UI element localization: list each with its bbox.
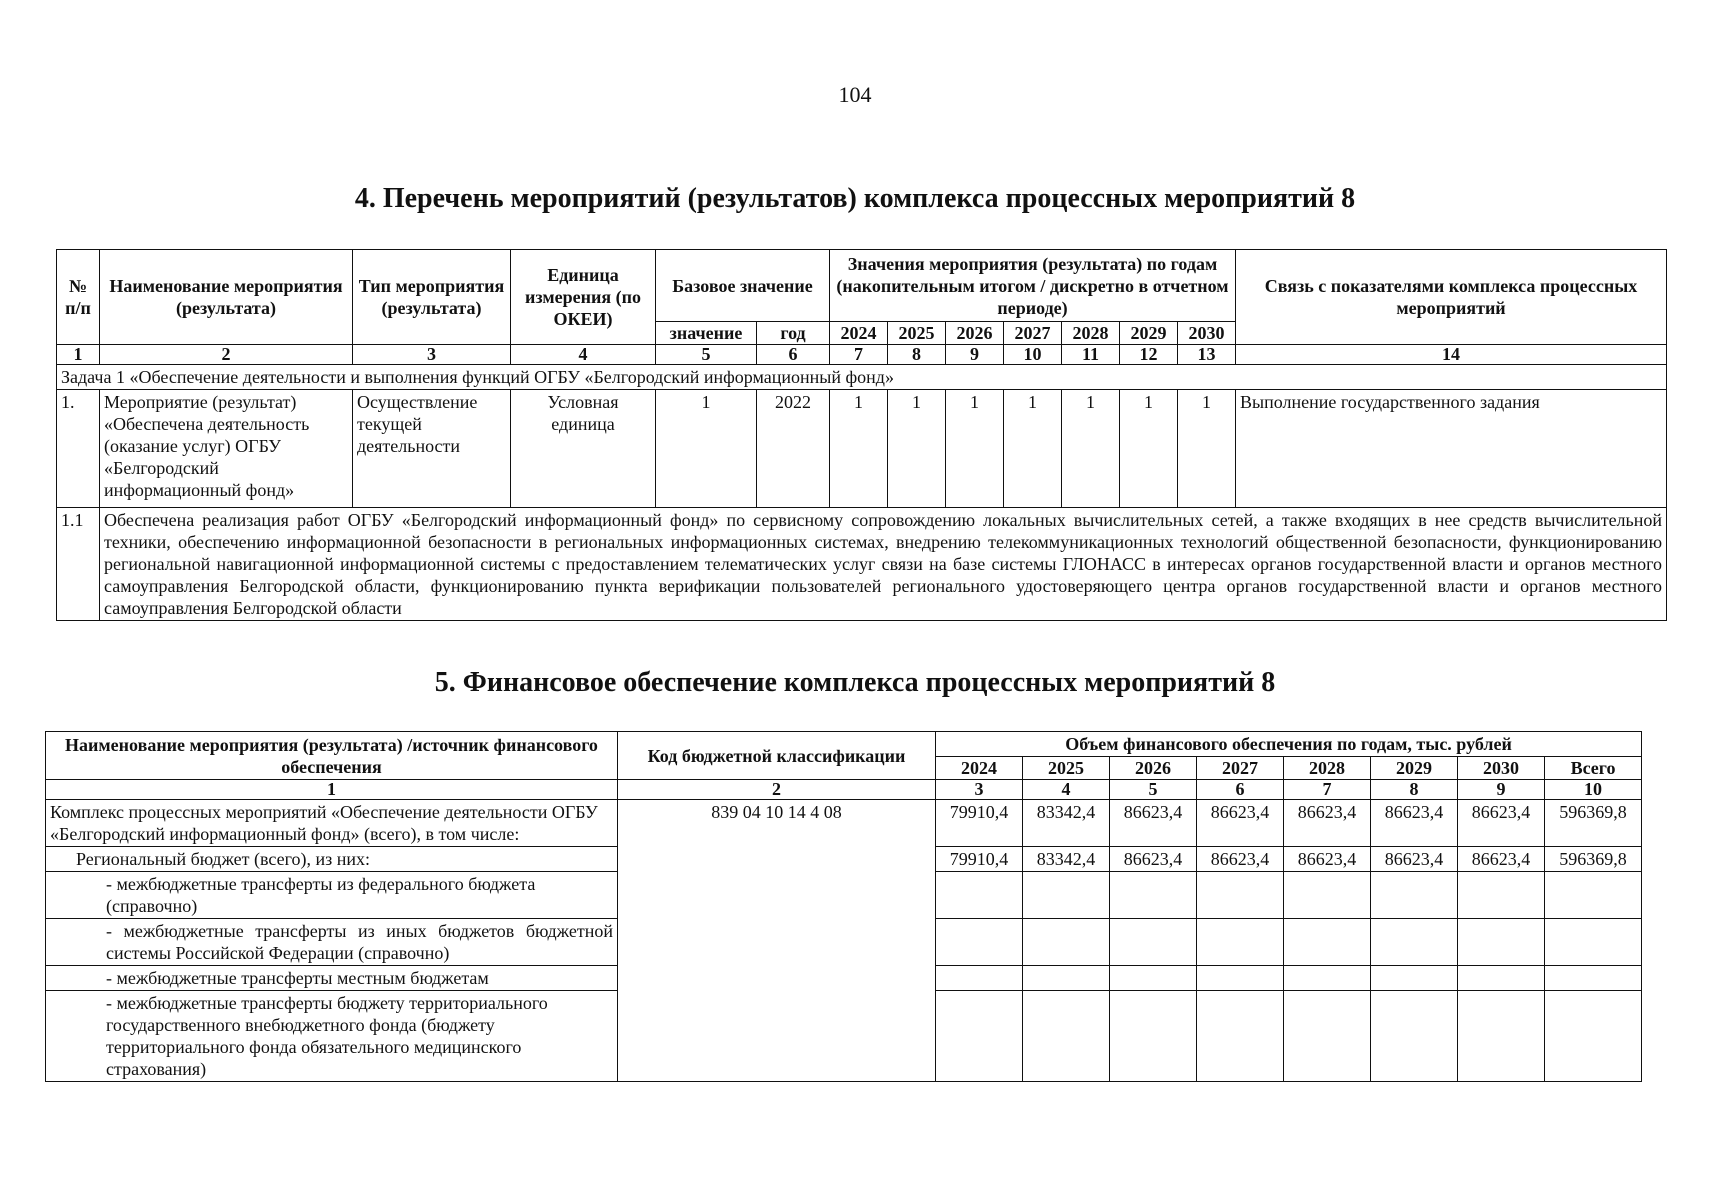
task-row xyxy=(57,365,1667,390)
amount: 86623,4 xyxy=(1110,800,1197,847)
column-number: 2 xyxy=(100,345,353,365)
section4-title: 4. Перечень мероприятий (результатов) комплекса процессных мероприятий 8 xyxy=(354,183,1356,214)
column-numbers-row xyxy=(57,345,1667,365)
sub-activity-text: Обеспечена реализация работ ОГБУ «Белгородский информационный фонд» по сервисному сопровождению локальных вычислительных сетей, а также входящих в нее средств вычислительной техники, обеспечению информационной безопасности в региональных информационных системах, внедрению телекоммуникационных технологий общественной безопасности, функционированию региональной навигационной информационной системы с предоставлением телематических услуг связи на базе системы ГЛОНАСС в интересах органов государственной власти и органов местного самоуправления Белгородской области, функционированию пункта верификации пользователей регионального удостоверяющего центра органов государственной власти и органов местного самоуправления Белгородской области xyxy=(100,508,1667,621)
column-numbers-row xyxy=(46,780,1642,800)
column-number: 7 xyxy=(830,345,888,365)
sub-activity-row xyxy=(57,508,1667,621)
year-header: 2026 xyxy=(1110,757,1197,780)
col-header-name: Наименование мероприятия (результата) /источник финансового обеспечения xyxy=(46,732,618,780)
section5-title: 5. Финансовое обеспечение комплекса процессных мероприятий 8 xyxy=(434,667,1276,698)
column-number: 2 xyxy=(618,780,936,800)
year-header: 2027 xyxy=(1004,322,1062,345)
amount: 86623,4 xyxy=(1284,800,1371,847)
row-name: Региональный бюджет (всего), из них: xyxy=(46,847,618,872)
year-header: 2026 xyxy=(946,322,1004,345)
row-num: 1. xyxy=(57,390,100,508)
column-number: 10 xyxy=(1545,780,1642,800)
col-header-volume: Объем финансового обеспечения по годам, тыс. рублей xyxy=(936,732,1642,757)
year-header: 2028 xyxy=(1062,322,1120,345)
column-number: 13 xyxy=(1178,345,1236,365)
activity-row xyxy=(57,390,1667,508)
budget-code: 839 04 10 14 4 08 xyxy=(618,800,936,1082)
col-header-num: № п/п xyxy=(57,250,100,345)
column-number: 9 xyxy=(1458,780,1545,800)
amount: 79910,4 xyxy=(936,847,1023,872)
year-value: 1 xyxy=(1004,390,1062,508)
col-header-base-value: значение xyxy=(656,322,757,345)
column-number: 10 xyxy=(1004,345,1062,365)
column-number: 1 xyxy=(57,345,100,365)
amount: 83342,4 xyxy=(1023,800,1110,847)
year-value: 1 xyxy=(1178,390,1236,508)
link-indicator: Выполнение государственного задания xyxy=(1236,390,1667,508)
column-number: 8 xyxy=(888,345,946,365)
amount: 86623,4 xyxy=(1371,800,1458,847)
amount: 86623,4 xyxy=(1284,847,1371,872)
total-header: Всего xyxy=(1545,757,1642,780)
column-number: 5 xyxy=(1110,780,1197,800)
activity-unit: Условная единица xyxy=(511,390,656,508)
column-number: 6 xyxy=(757,345,830,365)
amount: 86623,4 xyxy=(1110,847,1197,872)
amount: 79910,4 xyxy=(936,800,1023,847)
base-year: 2022 xyxy=(757,390,830,508)
page-number: 104 xyxy=(838,82,872,107)
amount: 86623,4 xyxy=(1458,800,1545,847)
col-header-unit: Единица измерения (по ОКЕИ) xyxy=(511,250,656,345)
year-value: 1 xyxy=(946,390,1004,508)
amount: 86623,4 xyxy=(1197,800,1284,847)
row-num: 1.1 xyxy=(57,508,100,621)
year-header: 2028 xyxy=(1284,757,1371,780)
year-header: 2024 xyxy=(830,322,888,345)
year-header: 2030 xyxy=(1458,757,1545,780)
column-number: 8 xyxy=(1371,780,1458,800)
financing-row-total xyxy=(46,800,1642,847)
year-header: 2029 xyxy=(1120,322,1178,345)
activities-table xyxy=(56,249,1667,621)
col-header-name: Наименование мероприятия (результата) xyxy=(100,250,353,345)
amount: 86623,4 xyxy=(1197,847,1284,872)
col-header-values-by-year: Значения мероприятия (результата) по годам (накопительным итогом / дискретно в отчетном периоде) xyxy=(830,250,1236,322)
year-header: 2024 xyxy=(936,757,1023,780)
year-header: 2027 xyxy=(1197,757,1284,780)
col-header-base: Базовое значение xyxy=(656,250,830,322)
column-number: 12 xyxy=(1120,345,1178,365)
amount-total: 596369,8 xyxy=(1545,847,1642,872)
row-name: - межбюджетные трансферты из федерального бюджета (справочно) xyxy=(46,872,618,919)
column-number: 11 xyxy=(1062,345,1120,365)
row-name: - межбюджетные трансферты бюджету территориального государственного внебюджетного фонда (бюджету территориального фонда обязательного медицинского страхования) xyxy=(46,991,618,1082)
column-number: 4 xyxy=(511,345,656,365)
year-value: 1 xyxy=(830,390,888,508)
col-header-code: Код бюджетной классификации xyxy=(618,732,936,780)
col-header-link: Связь с показателями комплекса процессных мероприятий xyxy=(1236,250,1667,345)
column-number: 3 xyxy=(353,345,511,365)
financing-table xyxy=(45,731,1642,1082)
column-number: 7 xyxy=(1284,780,1371,800)
column-number: 9 xyxy=(946,345,1004,365)
amount-total: 596369,8 xyxy=(1545,800,1642,847)
activity-type: Осуществление текущей деятельности xyxy=(353,390,511,508)
year-value: 1 xyxy=(1120,390,1178,508)
column-number: 14 xyxy=(1236,345,1667,365)
year-value: 1 xyxy=(1062,390,1120,508)
column-number: 1 xyxy=(46,780,618,800)
column-number: 6 xyxy=(1197,780,1284,800)
col-header-base-year: год xyxy=(757,322,830,345)
amount: 83342,4 xyxy=(1023,847,1110,872)
year-header: 2029 xyxy=(1371,757,1458,780)
year-value: 1 xyxy=(888,390,946,508)
year-header: 2025 xyxy=(1023,757,1110,780)
amount: 86623,4 xyxy=(1371,847,1458,872)
row-name: - межбюджетные трансферты из иных бюджетов бюджетной системы Российской Федерации (справочно) xyxy=(46,919,618,966)
base-value: 1 xyxy=(656,390,757,508)
task-text: Задача 1 «Обеспечение деятельности и выполнения функций ОГБУ «Белгородский информационный фонд» xyxy=(57,365,1667,390)
row-name: Комплекс процессных мероприятий «Обеспечение деятельности ОГБУ «Белгородский информационный фонд» (всего), в том числе: xyxy=(46,800,618,847)
col-header-type: Тип мероприятия (результата) xyxy=(353,250,511,345)
year-header: 2030 xyxy=(1178,322,1236,345)
column-number: 4 xyxy=(1023,780,1110,800)
column-number: 5 xyxy=(656,345,757,365)
column-number: 3 xyxy=(936,780,1023,800)
year-header: 2025 xyxy=(888,322,946,345)
row-name: - межбюджетные трансферты местным бюджетам xyxy=(46,966,618,991)
amount: 86623,4 xyxy=(1458,847,1545,872)
activity-name: Мероприятие (результат) «Обеспечена деятельность (оказание услуг) ОГБУ «Белгородский информационный фонд» xyxy=(100,390,353,508)
